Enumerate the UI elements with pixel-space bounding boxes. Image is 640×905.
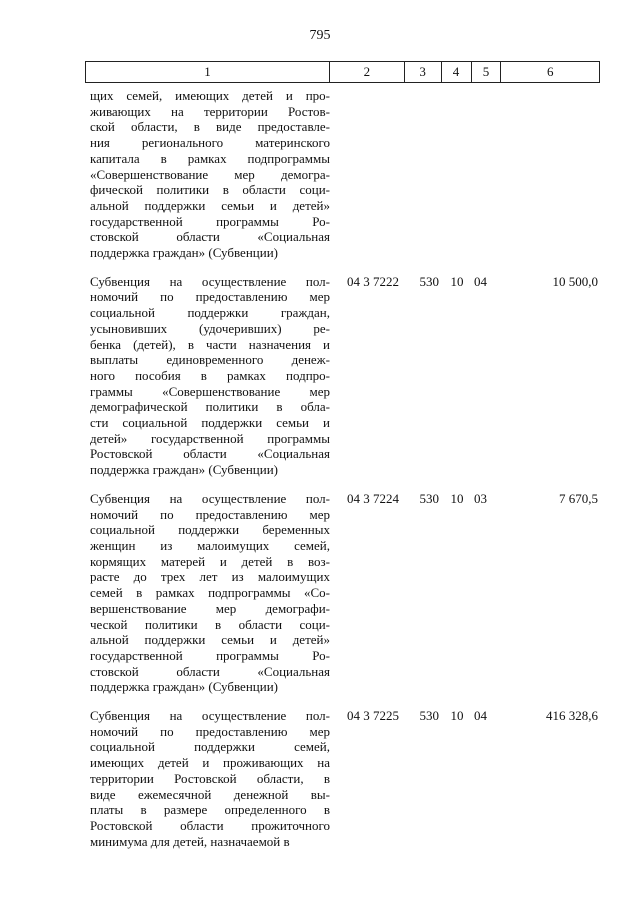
description-line: Субвенция на осуществление пол-	[90, 490, 330, 506]
description-line: детей» государственной программы	[90, 430, 330, 446]
description-line: Ростовской области «Социальная	[90, 446, 330, 462]
description-line: «Совершенствование мер демогра-	[90, 166, 330, 182]
table-row	[85, 491, 600, 695]
row-col-4: 10	[450, 273, 464, 289]
description-line: вершенствование мер демографи-	[90, 600, 330, 616]
description-line: Ростовской области прожиточного	[90, 817, 330, 833]
description-line: номочий по предоставлению мер	[90, 289, 330, 305]
description-line: ния регионального материнского	[90, 135, 330, 151]
row-separator	[85, 695, 600, 708]
description-line: расте до трех лет из малоимущих	[90, 569, 330, 585]
description-line: территории Ростовской области, в	[90, 770, 330, 786]
table-body	[85, 88, 600, 849]
description-line: ного пособия в рамках подпро-	[90, 367, 330, 383]
row-description	[85, 88, 330, 261]
description-line: кормящих матерей и детей в воз-	[90, 553, 330, 569]
row-separator	[85, 261, 600, 274]
header-col-4: 4	[442, 62, 472, 82]
row-separator	[85, 478, 600, 491]
description-line: женщин из малоимущих семей,	[90, 537, 330, 553]
row-code: 04 3 7224	[347, 490, 399, 506]
header-col-6: 6	[546, 64, 554, 79]
table-header-row	[85, 61, 600, 83]
description-line: стовской области «Социальная	[90, 663, 330, 679]
description-line: щих семей, имеющих детей и про-	[90, 88, 330, 103]
description-line: демографической политики в обла-	[90, 399, 330, 415]
row-col-5: 04	[474, 273, 487, 289]
description-line: платы в размере определенного в	[90, 802, 330, 818]
description-line: социальной поддержки семей,	[90, 739, 330, 755]
row-amount: 10 500,0	[552, 273, 598, 289]
header-col-1: 1	[86, 62, 330, 82]
description-line: живающих на территории Ростов-	[90, 103, 330, 119]
table-row	[85, 88, 600, 261]
header-col-5: 5	[472, 62, 502, 82]
description-line: Субвенция на осуществление пол-	[90, 273, 330, 289]
row-description	[85, 708, 330, 849]
description-line: стовской области «Социальная	[90, 229, 330, 245]
row-col-3: 530	[419, 490, 439, 506]
description-line: выплаты единовременного денеж-	[90, 352, 330, 368]
description-line: ской области, в виде предоставле-	[90, 119, 330, 135]
description-line: альной поддержки семьи и детей»	[90, 197, 330, 213]
row-col-5: 04	[474, 708, 487, 724]
description-line: поддержка граждан» (Субвенции)	[90, 462, 278, 478]
description-line: имеющих детей и проживающих на	[90, 755, 330, 771]
row-col-4: 10	[450, 708, 464, 724]
row-col-3: 530	[419, 708, 439, 724]
description-line: государственной программы Ро-	[90, 213, 330, 229]
description-line: номочий по предоставлению мер	[90, 506, 330, 522]
description-line: номочий по предоставлению мер	[90, 723, 330, 739]
row-col-5: 03	[474, 490, 487, 506]
description-line: минимума для детей, назначаемой в	[90, 833, 290, 849]
description-line: усыновивших (удочеривших) ре-	[90, 320, 330, 336]
row-description	[85, 491, 330, 695]
page-number: 795	[309, 28, 331, 43]
row-amount: 7 670,5	[559, 490, 598, 506]
row-code: 04 3 7225	[347, 708, 399, 724]
description-line: фической политики в области соци-	[90, 182, 330, 198]
description-line: капитала в рамках подпрограммы	[90, 150, 330, 166]
description-line: ческой политики в области соци-	[90, 616, 330, 632]
description-line: Субвенция на осуществление пол-	[90, 708, 330, 724]
table-row	[85, 274, 600, 478]
description-line: государственной программы Ро-	[90, 647, 330, 663]
table-row	[85, 708, 600, 849]
header-col-2: 2	[330, 62, 405, 82]
row-code: 04 3 7222	[347, 273, 399, 289]
description-line: бенка (детей), в части назначения и	[90, 336, 330, 352]
description-line: граммы «Совершенствование мер	[90, 383, 330, 399]
row-description	[85, 274, 330, 478]
description-line: сти социальной поддержки семьи и	[90, 415, 330, 431]
description-line: альной поддержки семьи и детей»	[90, 632, 330, 648]
description-line: социальной поддержки беременных	[90, 522, 330, 538]
description-line: поддержка граждан» (Субвенции)	[90, 245, 278, 261]
row-col-4: 10	[450, 490, 464, 506]
description-line: социальной поддержки граждан,	[90, 305, 330, 321]
description-line: виде ежемесячной денежной вы-	[90, 786, 330, 802]
row-amount: 416 328,6	[546, 708, 598, 724]
description-line: поддержка граждан» (Субвенции)	[90, 679, 278, 695]
header-col-3: 3	[405, 62, 442, 82]
description-line: семей в рамках подпрограммы «Со-	[90, 585, 330, 601]
row-col-3: 530	[419, 273, 439, 289]
